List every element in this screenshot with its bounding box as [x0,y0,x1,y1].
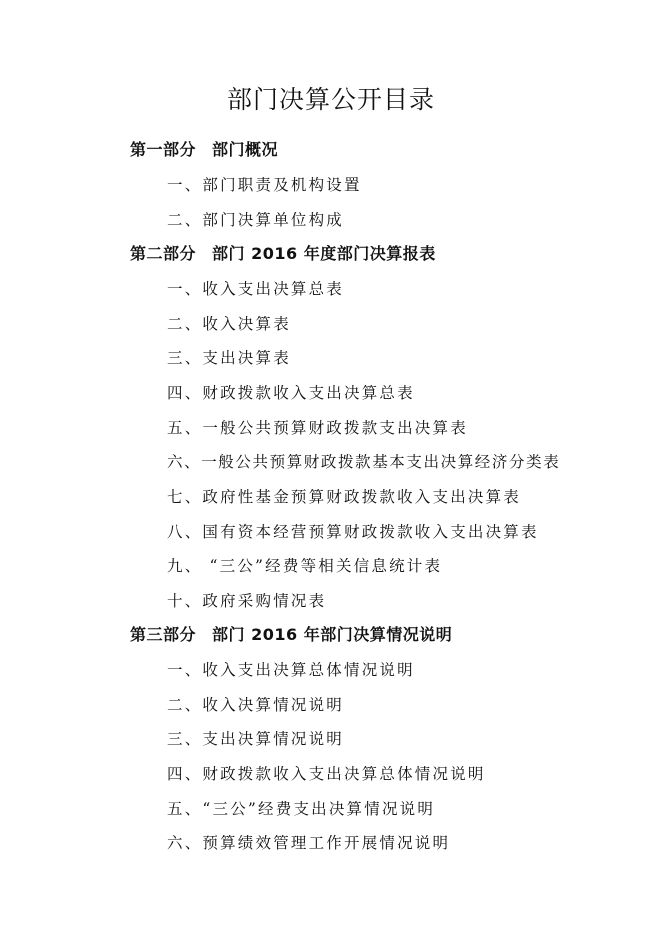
toc-item: 四、财政拨款收入支出决算总表 [167,384,415,402]
toc-item: 二、收入决算表 [167,315,291,333]
toc-item: 九、 “三公”经费等相关信息统计表 [167,557,443,575]
toc-item: 二、收入决算情况说明 [167,696,345,714]
toc-item: 五、一般公共预算财政拨款支出决算表 [167,419,468,437]
part2-label: 第二部分 [130,244,197,263]
toc-item: 十、政府采购情况表 [167,592,327,610]
part1-heading [130,138,278,162]
toc-item: 三、支出决算表 [167,349,291,367]
part3-label: 第三部分 [130,625,197,644]
page-title: 部门决算公开目录 [226,85,435,114]
part2-heading [130,242,436,266]
part3-heading [130,623,452,647]
part3-title: 部门 2016 年部门决算情况说明 [212,625,453,644]
toc-item: 一、部门职责及机构设置 [167,176,362,194]
toc-item: 四、财政拨款收入支出决算总体情况说明 [167,765,486,783]
toc-item: 五、“三公”经费支出决算情况说明 [167,800,436,818]
toc-item: 八、国有资本经营预算财政拨款收入支出决算表 [167,523,539,541]
toc-item: 一、收入支出决算总表 [167,280,345,298]
toc-item: 三、支出决算情况说明 [167,730,345,748]
part2-title: 部门 2016 年度部门决算报表 [212,244,436,263]
part1-label: 第一部分 [130,140,197,159]
toc-item: 一、收入支出决算总体情况说明 [167,661,415,679]
toc-item: 二、部门决算单位构成 [167,211,345,229]
toc-item: 六、预算绩效管理工作开展情况说明 [167,834,451,852]
toc-item: 七、政府性基金预算财政拨款收入支出决算表 [167,488,522,506]
part1-title: 部门概况 [212,140,279,159]
toc-item: 六、一般公共预算财政拨款基本支出决算经济分类表 [167,453,561,471]
